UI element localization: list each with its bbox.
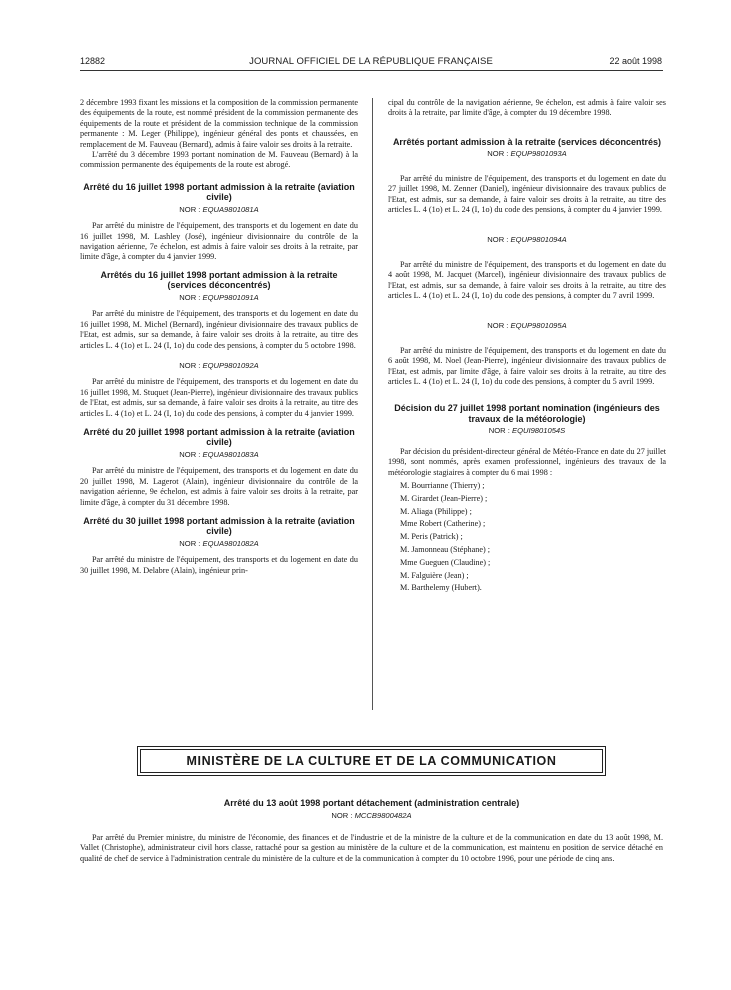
nor-code: EQUP9801091A [202, 292, 259, 302]
ministry-heading: MINISTÈRE DE LA CULTURE ET DE LA COMMUNICATION [140, 749, 603, 773]
article-text: Par décision du président-directeur général de Météo-France en date du 27 juillet 1998, sont nommés, après examen professionnel, ingénieurs des travaux de la météorologie stagiaires à compter du 6 mai 1998 : [388, 446, 666, 477]
nor-reference [80, 811, 663, 821]
list-item: Mme Robert (Catherine) ; [400, 519, 486, 529]
nor-reference [80, 293, 358, 303]
article-text: Par arrêté du ministre de l'équipement, des transports et du logement en date du 16 juillet 1998, M. Michel (Bernard), ingénieur divisionnaire des travaux publics de l'Etat, est admis, sur sa demande, à faire valoir ses droits à la retraite, au titre des articles L. 4 (1o) et L. 24 (I, 1o) du code des pensions, à compter du 5 octobre 1998. [80, 309, 358, 350]
article-text: Par arrêté du ministre de l'équipement, des transports et du logement en date du 6 août 1998, M. Noel (Jean-Pierre), ingénieur divisionnaire des travaux publics de l'Etat, est admis, par limite d'âge, à faire valoir ses droits à la retraite, au titre des articles L. 4 (1o) et L. 24 (I, 1o) du code des pensions, à compter du 5 avril 1999. [388, 345, 666, 386]
nor-code: EQUA9801081A [202, 204, 259, 214]
list-item: M. Barthelemy (Hubert). [400, 583, 482, 593]
nor-reference [80, 361, 358, 371]
nor-reference [388, 235, 666, 245]
article-title: Arrêté du 16 juillet 1998 portant admission à la retraite (aviation civile) [83, 181, 355, 203]
nor-code: EQUA9801082A [202, 538, 259, 548]
article-text: Par arrêté du Premier ministre, du ministre de l'économie, des finances et de l'industrie et de la ministre de la culture et de la communication en date du 13 août 1998, M. Vallet (Christophe), administrateur civil hors classe, rattaché pour sa gestion au ministère de la culture et de la communication, est maintenu en position de service détaché en qualité de chef de service à l'administration centrale du ministère de la culture et de la communication à compter du 10 octobre 1996, pour une période de cinq ans. [80, 832, 663, 863]
article-title: Arrêté du 13 août 1998 portant détachement (administration centrale) [223, 798, 520, 808]
list-item: Mme Gueguen (Claudine) ; [400, 557, 491, 567]
issue-date: 22 août 1998 [609, 56, 662, 66]
nor-label: NOR : [179, 204, 201, 214]
nor-code: EQUA9801083A [202, 449, 259, 459]
nor-code: EQUI9801054S [512, 426, 566, 436]
list-item: M. Girardet (Jean-Pierre) ; [400, 493, 488, 503]
right-column [388, 98, 666, 595]
nor-label: NOR : [179, 538, 201, 548]
nor-reference [388, 149, 666, 159]
page-header [80, 54, 662, 70]
nor-code: EQUP9801093A [510, 149, 567, 159]
intro-paragraph: 2 décembre 1993 fixant les missions et la composition de la commission permanente des équipements de la route, est nommé président de la commission permanente des équipements de la route et président de la commission technique de la commission permanente : M. Leger (Philippe), ingénieur général des ponts et chaussées, en remplacement de M. Fauveau (Bernard), admis à faire valoir ses droits à la retraite. [80, 98, 358, 149]
article-text: Par arrêté du ministre de l'équipement, des transports et du logement en date du 20 juillet 1998, M. Lagerot (Alain), ingénieur divisionnaire du contrôle de la navigation aérienne, 9e échelon, est admis à faire valoir ses droits à la retraite, par limite d'âge, à compter du 31 décembre 1998. [80, 466, 358, 507]
nor-code: EQUP9801095A [510, 321, 567, 331]
column-divider [372, 98, 373, 710]
nor-label: NOR : [331, 810, 353, 820]
nor-label: NOR : [488, 426, 510, 436]
nor-code: EQUP9801092A [202, 360, 259, 370]
nor-reference [388, 321, 666, 331]
article-text: Par arrêté du ministre de l'équipement, des transports et du logement en date du 30 juillet 1998, M. Delabre (Alain), ingénieur prin- [80, 555, 358, 575]
article-title: Arrêtés du 16 juillet 1998 portant admission à la retraite (services déconcentrés) [100, 269, 338, 291]
article-title: Arrêtés portant admission à la retraite (services déconcentrés) [392, 136, 662, 147]
nor-label: NOR : [179, 360, 201, 370]
nor-reference [80, 205, 358, 215]
list-item: M. Peris (Patrick) ; [400, 532, 463, 542]
article-text: Par arrêté du ministre de l'équipement, des transports et du logement en date du 16 juillet 1998, M. Stuquet (Jean-Pierre), ingénieur divisionnaire des travaux publics de l'Etat, est admis, sur sa demande, à faire valoir ses droits à la retraite, au titre des articles L. 4 (1o) et L. 24 (I, 1o) du code des pensions, à compter du 4 janvier 1999. [80, 377, 358, 418]
article-title: Arrêté du 20 juillet 1998 portant admission à la retraite (aviation civile) [83, 426, 355, 448]
journal-title: JOURNAL OFFICIEL DE LA RÉPUBLIQUE FRANÇAISE [249, 56, 493, 67]
nor-reference [80, 450, 358, 460]
list-item: M. Falguière (Jean) ; [400, 570, 469, 580]
nor-label: NOR : [179, 449, 201, 459]
article-text: Par arrêté du ministre de l'équipement, des transports et du logement en date du 27 juillet 1998, M. Zenner (Daniel), ingénieur divisionnaire des travaux publics de l'Etat, est admis, sur sa demande, à faire valoir ses droits à la retraite, au titre des articles L. 4 (1o) et L. 24 (I, 1o) du code des pensions, à compter du 4 janvier 1999. [388, 173, 666, 214]
list-item: M. Bourrianne (Thierry) ; [400, 481, 485, 491]
page-number: 12882 [80, 56, 106, 66]
nor-reference [388, 426, 666, 436]
article-title: Arrêté du 30 juillet 1998 portant admission à la retraite (aviation civile) [83, 515, 355, 537]
intro-paragraph-2: L'arrêté du 3 décembre 1993 portant nomination de M. Fauveau (Bernard) à la commission permanente des équipements de la route est abrogé. [80, 150, 358, 170]
header-rule [80, 70, 663, 71]
nor-code: EQUP9801094A [510, 235, 567, 245]
left-column [80, 98, 358, 576]
article-text: Par arrêté du ministre de l'équipement, des transports et du logement en date du 4 août 1998, M. Jacquet (Marcel), ingénieur divisionnaire des travaux publics de l'Etat, est admis, sur sa demande, à faire valoir ses droits à la retraite, au titre des articles L. 4 (1o) et L. 24 (I, 1o) du code des pensions, à compter du 7 avril 1999. [388, 259, 666, 300]
nor-label: NOR : [487, 235, 509, 245]
nor-label: NOR : [179, 292, 201, 302]
nor-code: MCCB9800482A [354, 810, 412, 820]
list-item: M. Jamonneau (Stéphane) ; [400, 545, 491, 555]
article-text: Par arrêté du ministre de l'équipement, des transports et du logement en date du 16 juillet 1998, M. Lashley (José), ingénieur divisionnaire du contrôle de la navigation aérienne, 7e échelon, est admis à faire valoir ses droits à la retraite, par limite d'âge, à compter du 4 janvier 1999. [80, 221, 358, 262]
article-title: Décision du 27 juillet 1998 portant nomination (ingénieurs des travaux de la météorologie) [394, 403, 660, 424]
appointee-list [400, 480, 666, 595]
nor-label: NOR : [487, 321, 509, 331]
nor-label: NOR : [487, 149, 509, 159]
article-text-continued: cipal du contrôle de la navigation aérienne, 9e échelon, est admis à faire valoir ses droits à la retraite, par limite d'âge, à compter du 19 décembre 1998. [388, 98, 666, 118]
nor-reference [80, 539, 358, 549]
bottom-article [80, 798, 663, 864]
list-item: M. Aliaga (Philippe) ; [400, 506, 472, 516]
